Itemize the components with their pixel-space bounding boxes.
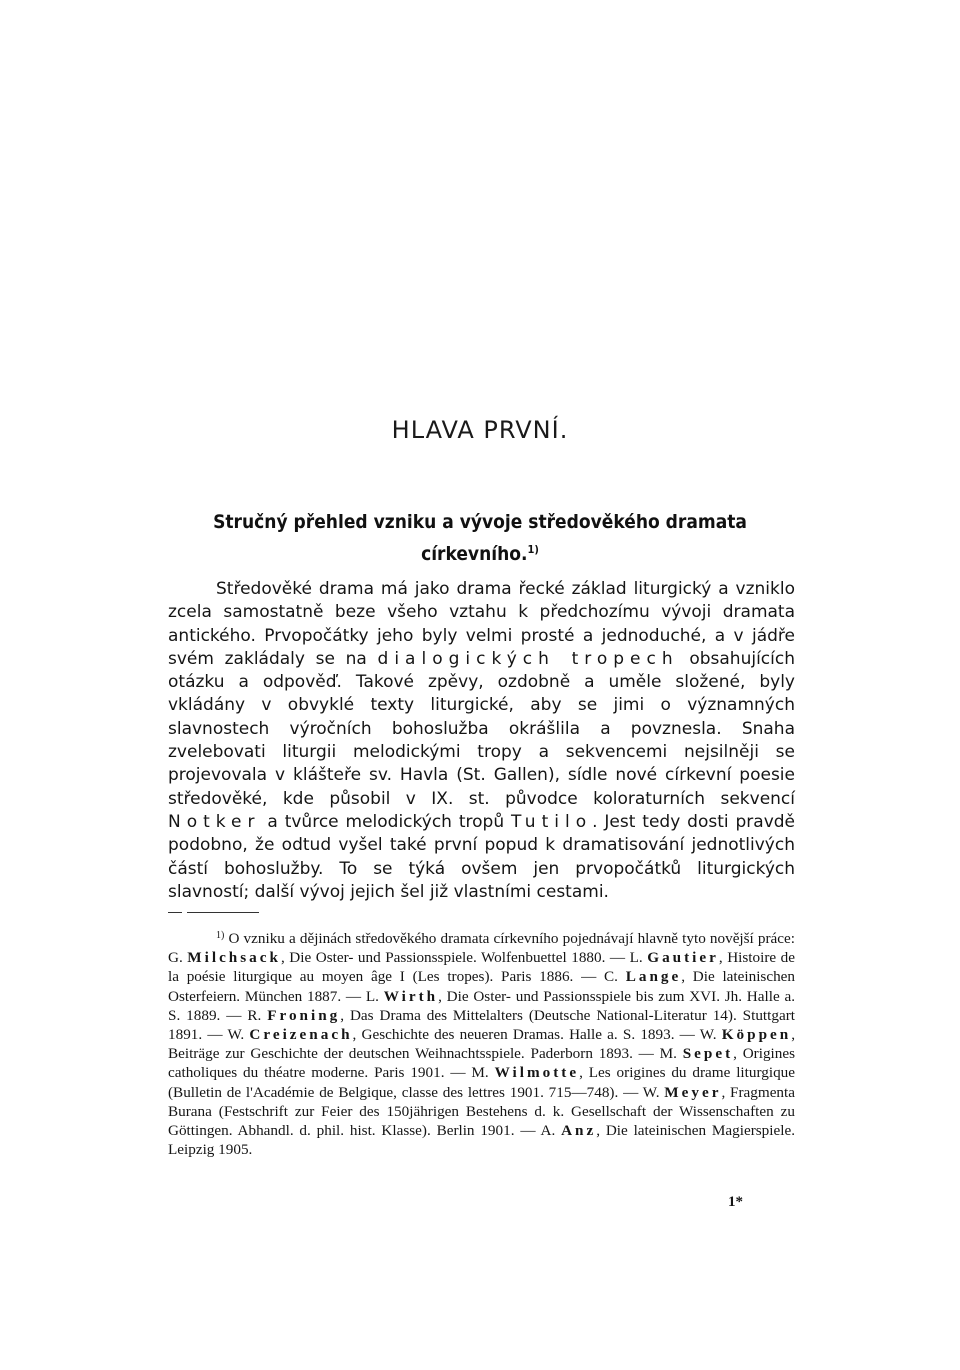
footnote-text: , Geschichte des neueren Dramas. Halle a. S. 1893. — W. (352, 1026, 722, 1044)
author-name: Froning (267, 1006, 341, 1024)
footnote-reference: 1) (527, 543, 539, 556)
footnote-text: , Die Oster- und Passionsspiele bis zum XVI. Jh. Halle a. S. 1889. — R. (168, 987, 795, 1024)
footnote-text: , Origines catholiques du théatre moderne. Paris 1901. — M. (168, 1045, 796, 1082)
author-name: Sepet (682, 1045, 734, 1063)
section-title-text: Stručný přehled vzniku a vývoje středověkého dramata církevního. (213, 511, 747, 565)
author-name: Gautier (647, 949, 719, 967)
body-text-part: Středověké drama má jako drama řecké základ liturgický a vzniklo zcela samostatně beze všeho vztahu k předchozímu vývoji dramata antického. Prvopočátky jeho byly velmi prosté a jednoduché, a v jádře svém zakládaly se na (168, 579, 795, 669)
footnote-text: , Die lateinischen Magierspiele. Leipzig 1905. (168, 1122, 795, 1159)
author-name: Lange (625, 968, 682, 986)
author-name: Milchsack (187, 949, 281, 967)
footnote-marker: 1) (216, 930, 225, 941)
footnote-text: , Les origines du drame liturgique (Bulletin de l'Académie de Belgique, classe des lettres 1901. 715—748). — W. (168, 1064, 795, 1101)
footnote-text: , Beiträge zur Geschichte der deutschen Weihnachtsspiele. Paderborn 1893. — M. (168, 1026, 796, 1063)
spaced-name-notker: Notker (168, 811, 261, 832)
author-name: Creizenach (249, 1026, 353, 1044)
footnote-text: , Die Oster- und Passionsspiele. Wolfenbuettel 1880. — L. (280, 949, 648, 967)
signature-mark: 1* (728, 1194, 743, 1210)
author-name: Köppen (721, 1026, 792, 1044)
body-text-part: obsahujících otázku a odpověď. Takové zpěvy, ozdobně a uměle složené, byly vkládány v obvyklé texty liturgické, aby se jimi o významných slavnostech výročních bohoslužba okrášlila a povznesla. Snaha zvelebovati liturgii melodickými tropy a sekvencemi nejsilněji se projevovala v klášteře sv. Havla (St. Gallen), sídle nové církevní poesie středověké, kde působil v IX. st. původce koloraturních sekvencí (168, 648, 795, 809)
spaced-term-dialogicke-tropy: dialogických tropech (377, 648, 679, 669)
footnote-text: O vzniku a dějinách středověkého dramata církevního pojednávají hlavně tyto novější práce: G. (168, 930, 795, 967)
body-paragraph (168, 578, 795, 904)
section-title (190, 508, 770, 568)
author-name: Anz (561, 1122, 597, 1140)
spaced-name-tutilo: Tutilo (511, 811, 593, 832)
author-name: Meyer (664, 1083, 722, 1101)
footnote-text: , Fragmenta Burana (Festschrift zur Feier des 150jährigen Bestehens d. k. Gesellschaft der Wissenschaften zu Göttingen. Abhandl. d. phil. hist. Klasse). Berlin 1901. — A. (168, 1083, 795, 1140)
footnote-text: , Die lateinischen Osterfeiern. München 1887. — L. (168, 968, 795, 1005)
body-text-part: . Jest tedy dosti pravdě podobno, že odtud vyšel také první popud k dramatisování jednotlivých částí bohoslužby. To se týká ovšem jen prvopočátků liturgických slavností; další vývoj jejich šel již vlastními cestami. (168, 811, 796, 902)
footnote-text: , Das Drama des Mittelalters (Deutsche National-Literatur 14). Stuttgart 1891. — W. (168, 1006, 795, 1044)
author-name: Wilmotte (494, 1064, 580, 1082)
footnote-text: , Histoire de la poésie liturgique au moyen âge I (Les tropes). Paris 1886. — C. (168, 949, 795, 986)
body-text-part: a tvůrce melodických tropů (260, 811, 511, 832)
author-name: Wirth (383, 987, 439, 1005)
chapter-heading: HLAVA PRVNÍ. (391, 416, 569, 444)
footnote (168, 926, 795, 1159)
